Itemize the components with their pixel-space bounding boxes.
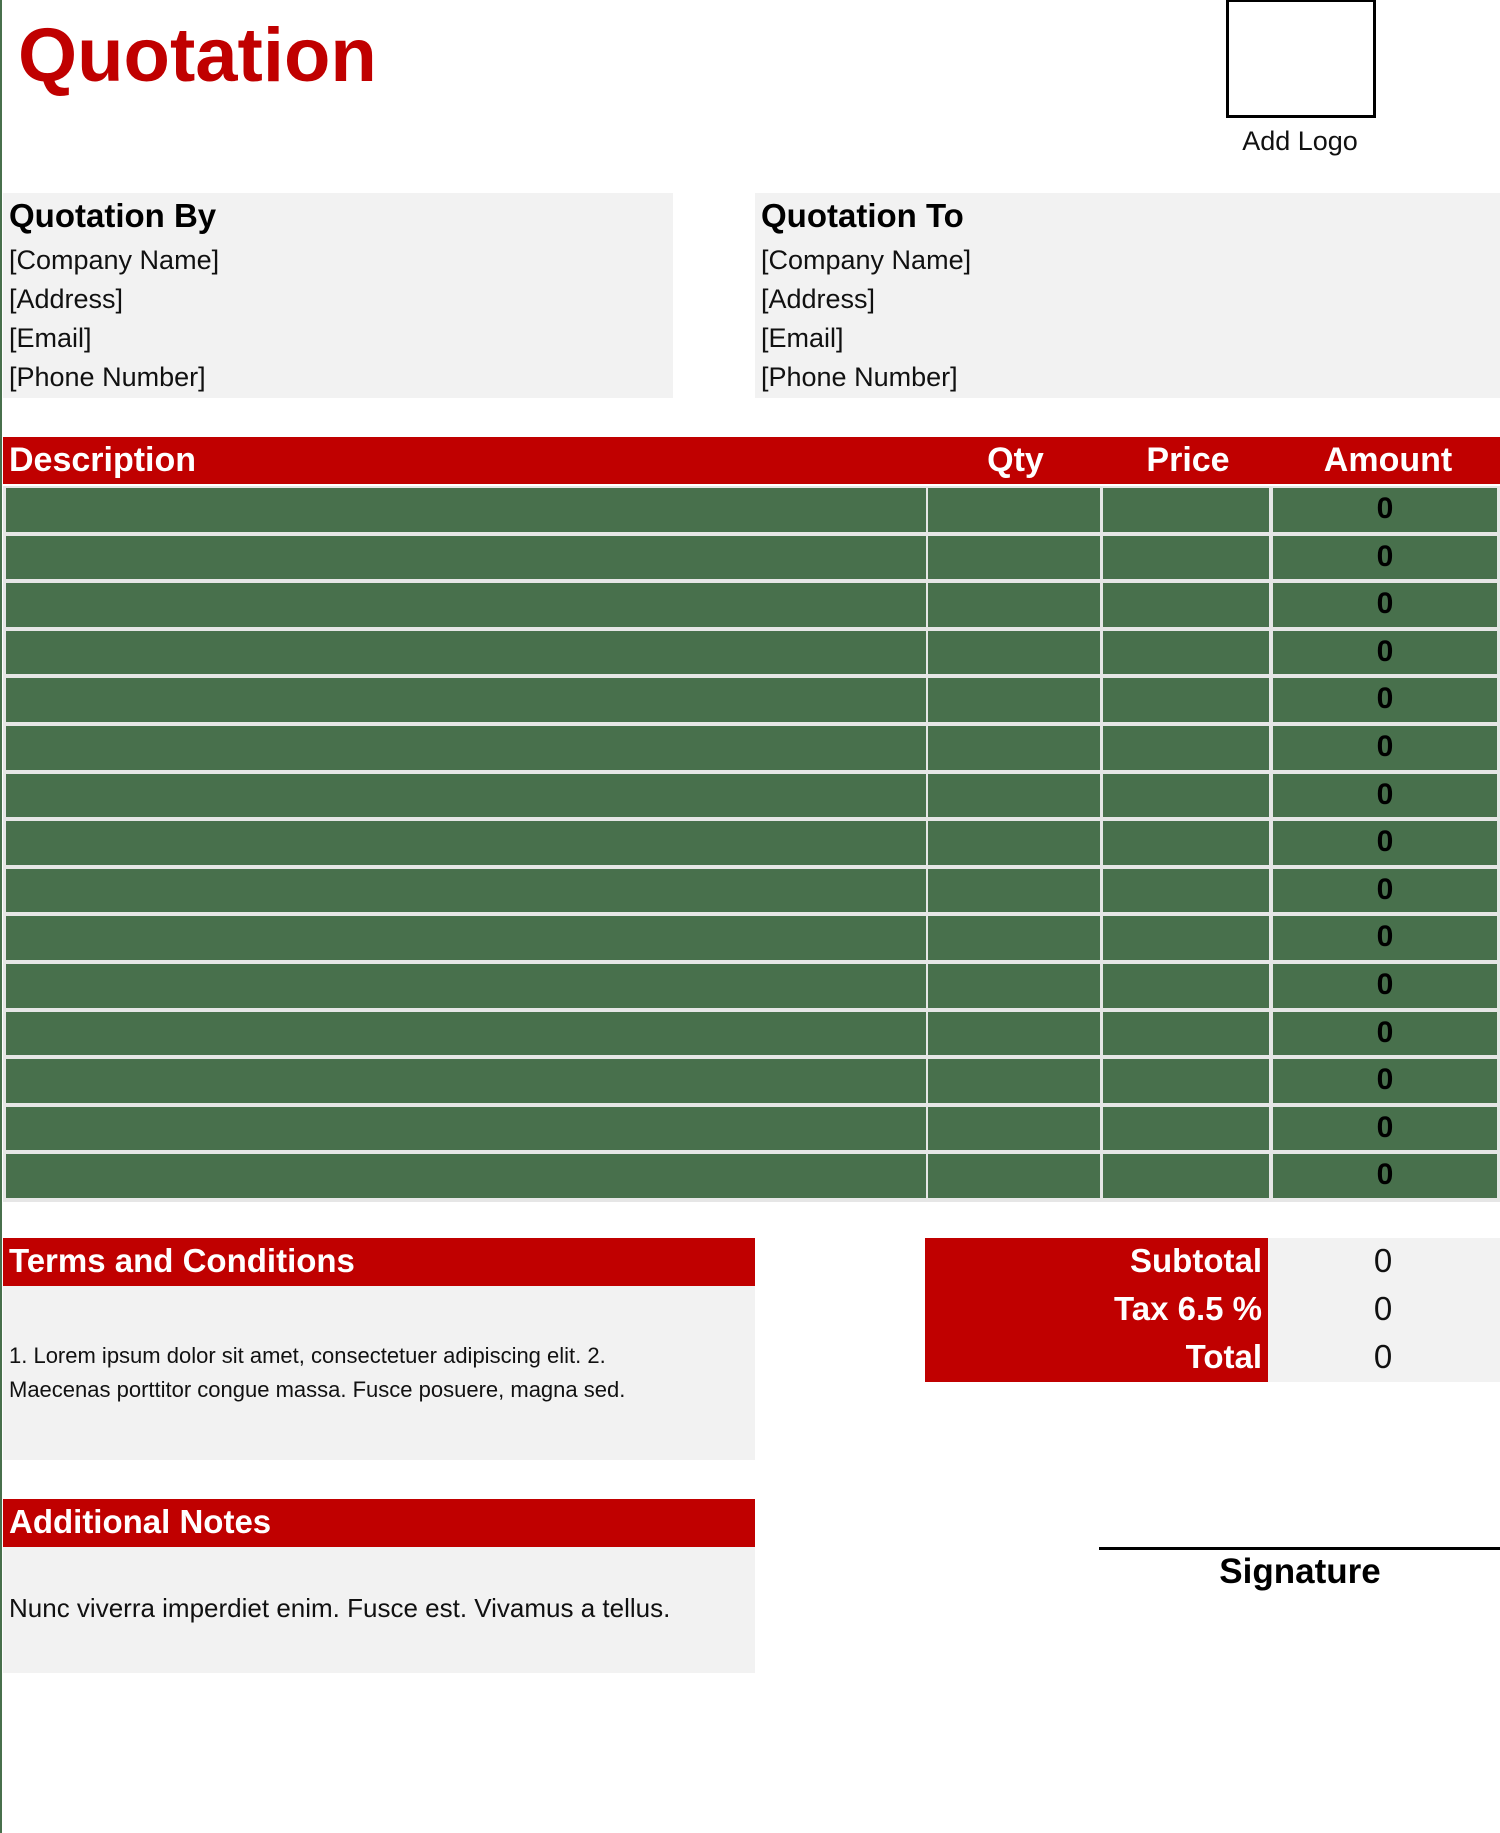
to-address[interactable]: [Address] [761, 284, 876, 314]
table-row [3, 581, 1500, 629]
price-cell[interactable] [1103, 1059, 1269, 1103]
table-row [3, 1010, 1500, 1058]
qty-cell[interactable] [928, 774, 1100, 818]
table-row [3, 819, 1500, 867]
items-table-header [3, 437, 1500, 484]
description-cell[interactable] [6, 774, 926, 818]
amount-cell[interactable]: 0 [1273, 631, 1497, 675]
qty-cell[interactable] [928, 726, 1100, 770]
amount-cell[interactable]: 0 [1273, 1012, 1497, 1056]
quotation-to-heading: Quotation To [761, 197, 964, 234]
qty-cell[interactable] [928, 536, 1100, 580]
table-row [3, 1105, 1500, 1153]
qty-cell[interactable] [928, 869, 1100, 913]
amount-cell[interactable]: 0 [1273, 821, 1497, 865]
subtotal-label: Subtotal [1130, 1242, 1262, 1279]
signature-label: Signature [1219, 1552, 1381, 1591]
qty-cell[interactable] [928, 1154, 1100, 1198]
table-row [3, 724, 1500, 772]
tax-label: Tax 6.5 % [1114, 1290, 1262, 1327]
left-border [0, 0, 2, 1833]
table-row [3, 676, 1500, 724]
notes-heading: Additional Notes [9, 1503, 272, 1540]
amount-cell[interactable]: 0 [1273, 774, 1497, 818]
price-cell[interactable] [1103, 536, 1269, 580]
description-cell[interactable] [6, 821, 926, 865]
qty-cell[interactable] [928, 678, 1100, 722]
table-row [3, 772, 1500, 820]
description-cell[interactable] [6, 631, 926, 675]
totals-values [1268, 1238, 1500, 1382]
amount-cell[interactable]: 0 [1273, 1107, 1497, 1151]
to-phone[interactable]: [Phone Number] [761, 362, 958, 392]
description-cell[interactable] [6, 726, 926, 770]
description-cell[interactable] [6, 583, 926, 627]
price-cell[interactable] [1103, 916, 1269, 960]
total-label: Total [1185, 1338, 1262, 1375]
qty-cell[interactable] [928, 583, 1100, 627]
add-logo-label: Add Logo [1242, 126, 1358, 156]
amount-cell[interactable]: 0 [1273, 726, 1497, 770]
quotation-by-panel [3, 193, 673, 398]
qty-cell[interactable] [928, 821, 1100, 865]
qty-cell[interactable] [928, 964, 1100, 1008]
by-email[interactable]: [Email] [9, 323, 92, 353]
quotation-by-heading: Quotation By [9, 197, 217, 234]
price-cell[interactable] [1103, 1012, 1269, 1056]
terms-panel[interactable] [3, 1286, 755, 1460]
price-cell[interactable] [1103, 821, 1269, 865]
quotation-to-panel [755, 193, 1500, 398]
table-row [3, 914, 1500, 962]
qty-cell[interactable] [928, 1107, 1100, 1151]
price-cell[interactable] [1103, 583, 1269, 627]
signature-line[interactable] [1099, 1547, 1500, 1550]
terms-line-2: Maecenas porttitor congue massa. Fusce posuere, magna sed. [9, 1377, 626, 1402]
page-title: Quotation [18, 13, 377, 98]
table-row [3, 867, 1500, 915]
col-qty: Qty [987, 441, 1044, 479]
amount-cell[interactable]: 0 [1273, 964, 1497, 1008]
terms-header [3, 1238, 755, 1286]
to-company-name[interactable]: [Company Name] [761, 245, 972, 275]
by-company-name[interactable]: [Company Name] [9, 245, 220, 275]
description-cell[interactable] [6, 1154, 926, 1198]
price-cell[interactable] [1103, 774, 1269, 818]
amount-cell[interactable]: 0 [1273, 536, 1497, 580]
terms-line-1: 1. Lorem ipsum dolor sit amet, consectetuer adipiscing elit. 2. [9, 1343, 606, 1368]
amount-cell[interactable]: 0 [1273, 488, 1497, 532]
description-cell[interactable] [6, 964, 926, 1008]
price-cell[interactable] [1103, 1107, 1269, 1151]
by-phone[interactable]: [Phone Number] [9, 362, 206, 392]
description-cell[interactable] [6, 536, 926, 580]
price-cell[interactable] [1103, 488, 1269, 532]
price-cell[interactable] [1103, 726, 1269, 770]
amount-cell[interactable]: 0 [1273, 916, 1497, 960]
amount-cell[interactable]: 0 [1273, 583, 1497, 627]
col-price: Price [1146, 441, 1230, 479]
notes-header [3, 1499, 755, 1547]
amount-cell[interactable]: 0 [1273, 1059, 1497, 1103]
subtotal-value: 0 [1373, 1242, 1393, 1279]
notes-panel[interactable] [3, 1547, 755, 1673]
terms-heading: Terms and Conditions [9, 1242, 355, 1279]
table-row [3, 962, 1500, 1010]
by-address[interactable]: [Address] [9, 284, 124, 314]
amount-cell[interactable]: 0 [1273, 869, 1497, 913]
description-cell[interactable] [6, 488, 926, 532]
price-cell[interactable] [1103, 964, 1269, 1008]
description-cell[interactable] [6, 869, 926, 913]
qty-cell[interactable] [928, 1059, 1100, 1103]
qty-cell[interactable] [928, 1012, 1100, 1056]
price-cell[interactable] [1103, 1154, 1269, 1198]
amount-cell[interactable]: 0 [1273, 1154, 1497, 1198]
table-row [3, 486, 1500, 534]
items-table-body [3, 486, 1500, 1202]
price-cell[interactable] [1103, 631, 1269, 675]
qty-cell[interactable] [928, 631, 1100, 675]
total-value: 0 [1373, 1338, 1393, 1375]
table-row [3, 534, 1500, 582]
logo-placeholder[interactable] [1226, 0, 1376, 118]
price-cell[interactable] [1103, 869, 1269, 913]
amount-cell[interactable]: 0 [1273, 678, 1497, 722]
to-email[interactable]: [Email] [761, 323, 844, 353]
description-cell[interactable] [6, 1059, 926, 1103]
col-amount: Amount [1323, 441, 1453, 479]
qty-cell[interactable] [928, 916, 1100, 960]
notes-text: Nunc viverra imperdiet enim. Fusce est. Vivamus a tellus. [9, 1593, 671, 1623]
table-row [3, 1057, 1500, 1105]
table-row [3, 629, 1500, 677]
price-cell[interactable] [1103, 678, 1269, 722]
description-cell[interactable] [6, 678, 926, 722]
totals-labels [925, 1238, 1268, 1382]
col-description: Description [9, 441, 197, 479]
tax-value: 0 [1373, 1290, 1393, 1327]
description-cell[interactable] [6, 1012, 926, 1056]
table-row [3, 1152, 1500, 1200]
description-cell[interactable] [6, 1107, 926, 1151]
description-cell[interactable] [6, 916, 926, 960]
qty-cell[interactable] [928, 488, 1100, 532]
